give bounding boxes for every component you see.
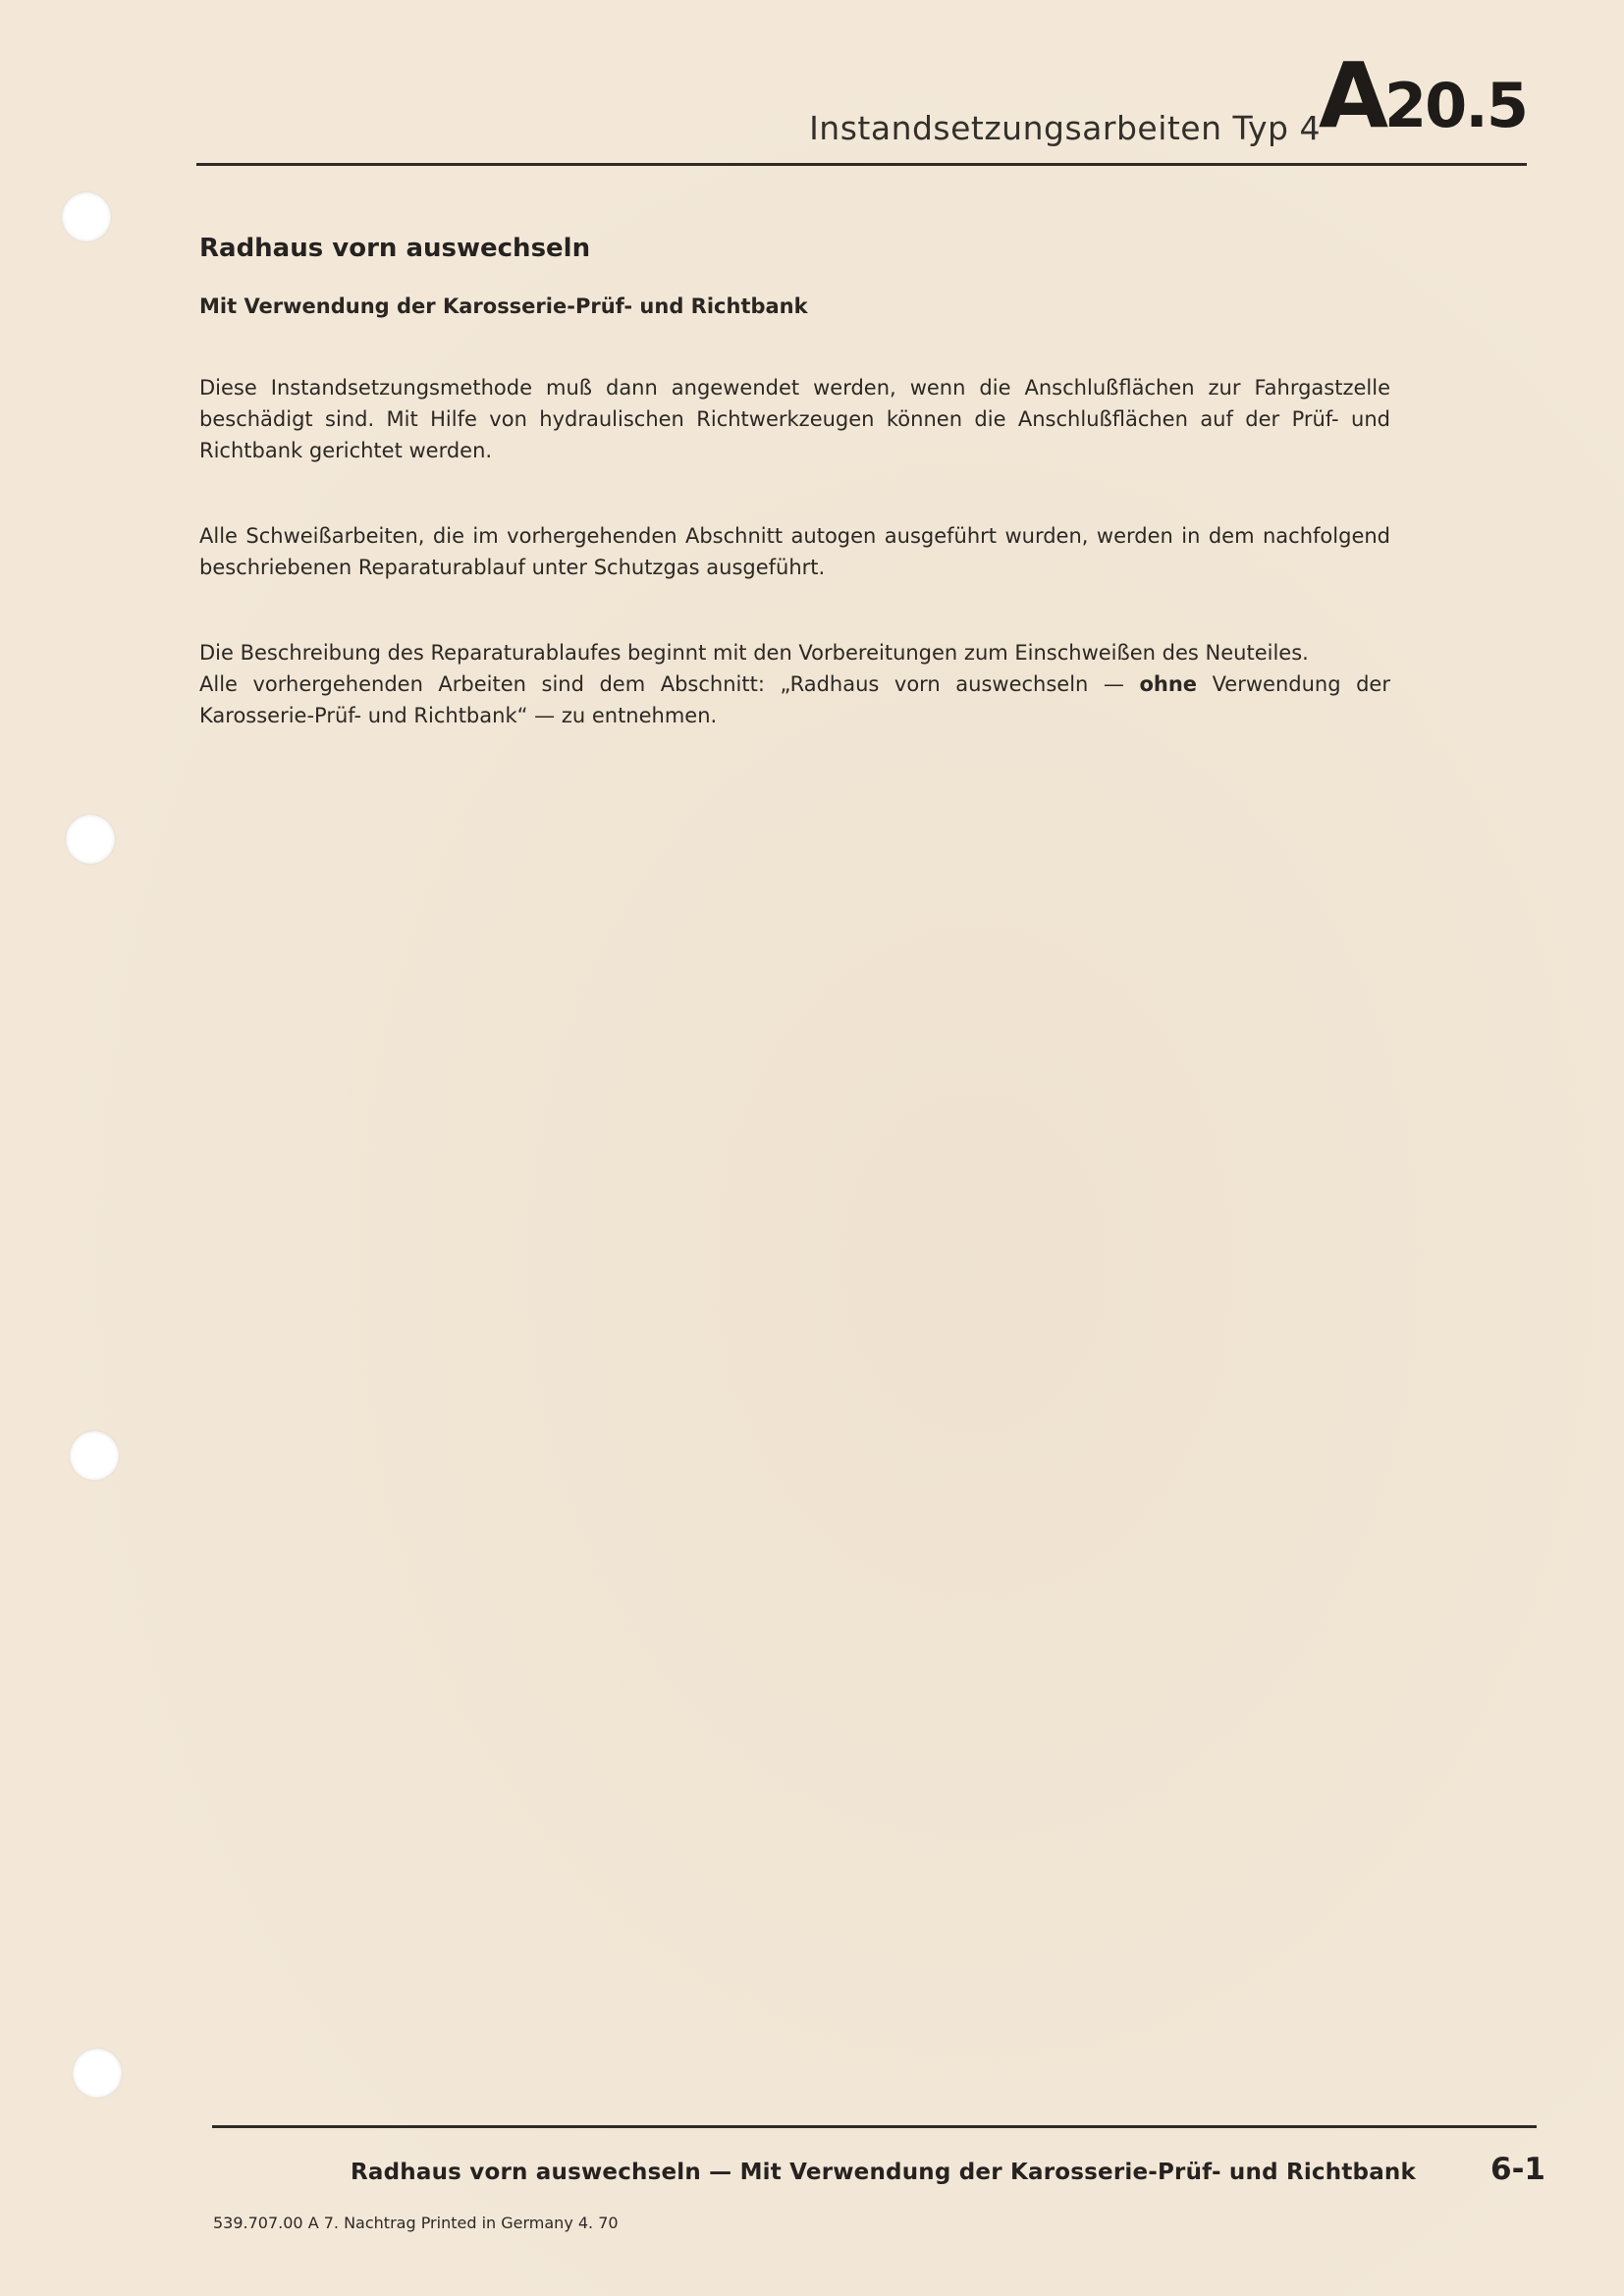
section-letter: A xyxy=(1318,43,1385,148)
page-number: 6-1 xyxy=(1490,2152,1546,2187)
paragraph-3-line-1: Die Beschreibung des Reparaturablaufes beginnt mit den Vorbereitungen zum Einschweißen des Neuteiles. xyxy=(199,641,1309,665)
paragraph-3-emphasis: ohne xyxy=(1139,672,1198,696)
header-divider xyxy=(196,163,1527,166)
footer-divider xyxy=(212,2125,1537,2128)
header-title: Instandsetzungsarbeiten Typ 4 xyxy=(809,109,1321,147)
main-content xyxy=(199,234,1390,731)
document-subtitle: Mit Verwendung der Karosserie-Prüf- und Richtbank xyxy=(199,294,808,318)
paragraph-3-text-b: Verwendung der Karosserie-Prüf- und Richtbank“ — zu entnehmen. xyxy=(199,672,1390,727)
paragraph-2: Alle Schweißarbeiten, die im vorhergehenden Abschnitt autogen ausgeführt wurden, werden in dem nachfolgend beschriebenen Reparaturablauf unter Schutzgas ausgeführt. xyxy=(199,524,1390,579)
paragraph-3 xyxy=(199,637,1390,731)
punch-hole-3 xyxy=(70,1431,119,1480)
page-header xyxy=(196,43,1527,167)
footer-title: Radhaus vorn auswechseln — Mit Verwendung der Karosserie-Prüf- und Richtbank xyxy=(351,2160,1416,2185)
punch-hole-1 xyxy=(62,192,111,241)
document-title: Radhaus vorn auswechseln xyxy=(199,234,591,263)
print-info: 539.707.00 A 7. Nachtrag Printed in Germany 4. 70 xyxy=(213,2214,619,2232)
paragraph-1: Diese Instandsetzungsmethode muß dann angewendet werden, wenn die Anschlußflächen zur Fahrgastzelle beschädigt sind. Mit Hilfe von hydraulischen Richtwerkzeugen können die Anschlußflächen auf der Prüf- und Richtbank gerichtet werden. xyxy=(199,376,1390,462)
paragraph-3-text-a: Alle vorhergehenden Arbeiten sind dem Abschnitt: „Radhaus vorn auswechseln — xyxy=(199,672,1140,696)
punch-hole-2 xyxy=(66,815,115,864)
punch-hole-4 xyxy=(73,2049,122,2098)
section-number: 20.5 xyxy=(1384,70,1527,141)
section-code xyxy=(1318,43,1527,148)
